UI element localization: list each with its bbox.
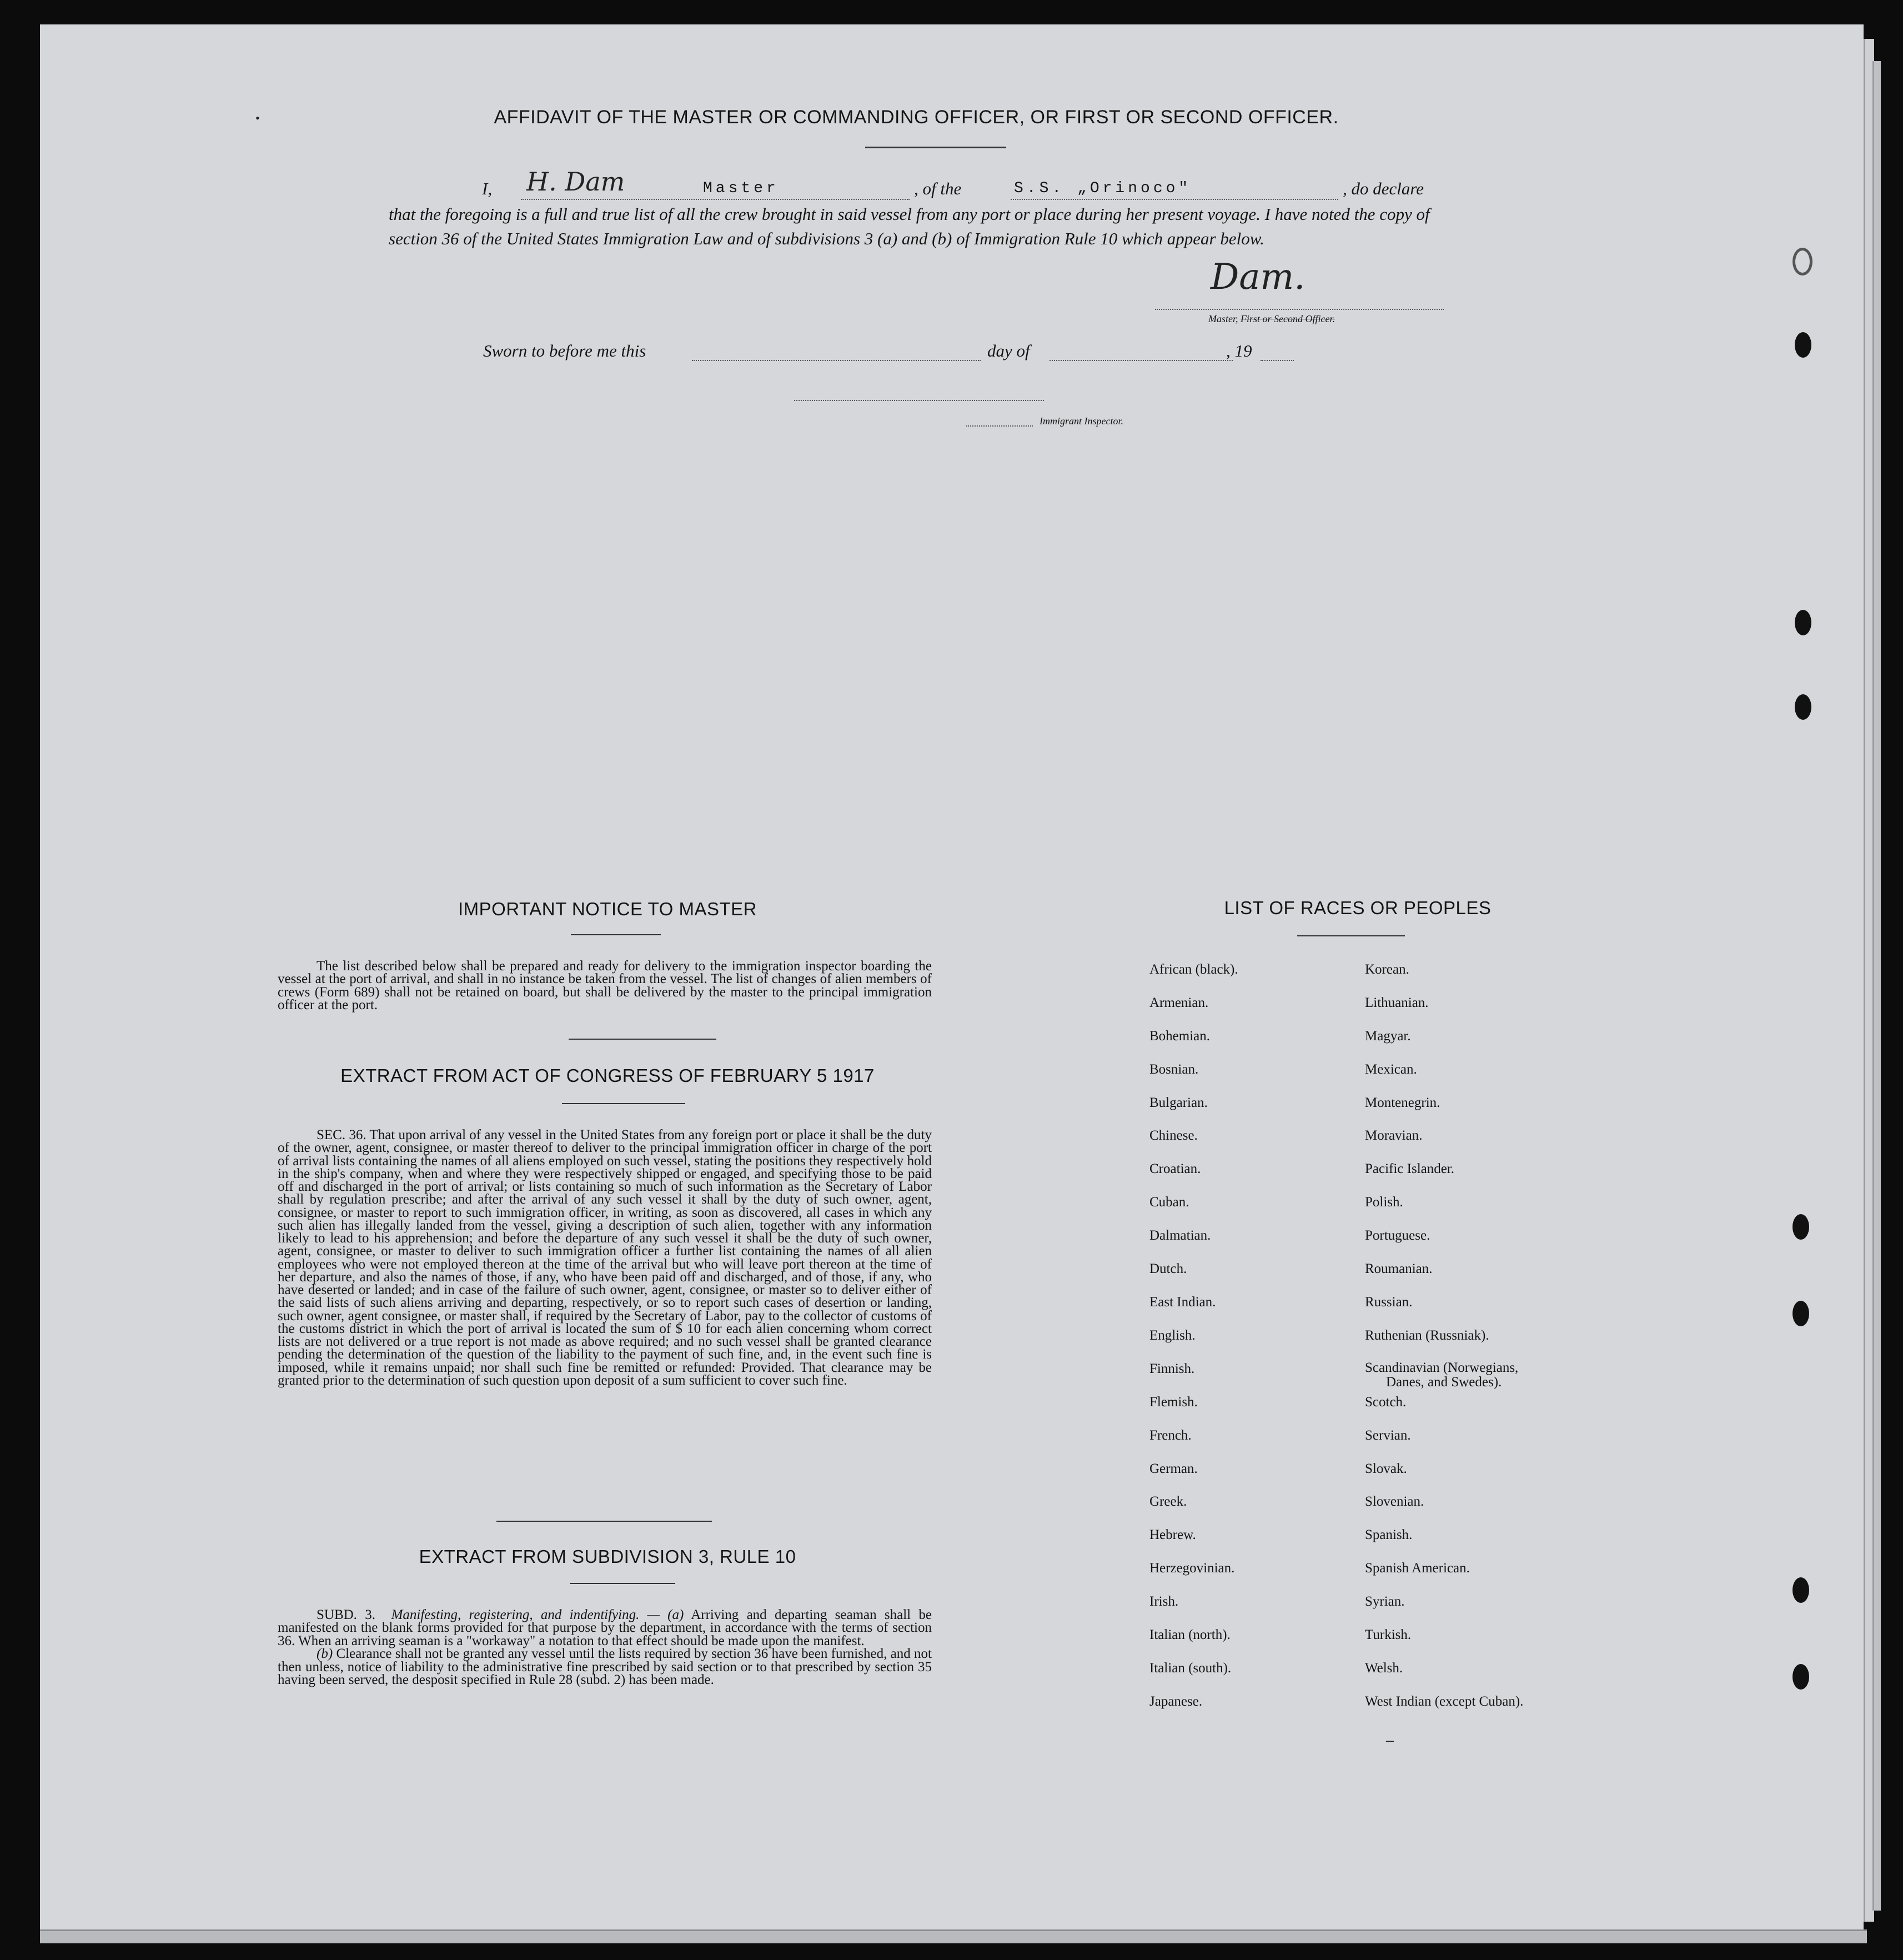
stray-mark-icon: – xyxy=(1386,1732,1394,1749)
race-item: Flemish. xyxy=(1149,1395,1198,1410)
race-item: African (black). xyxy=(1149,962,1238,977)
race-item: Montenegrin. xyxy=(1365,1095,1440,1110)
subdivision-b-paragraph xyxy=(278,1647,932,1686)
race-item: Pacific Islander. xyxy=(1365,1161,1455,1176)
race-item: Portuguese. xyxy=(1365,1228,1430,1243)
year-prefix-text: , 19 xyxy=(1226,341,1252,360)
year-fill-line xyxy=(1261,360,1294,361)
signature-caption-master: Master, xyxy=(1208,313,1238,324)
inspector-caption-lead xyxy=(966,425,1033,427)
section-36-paragraph: SEC. 36. That upon arrival of any vessel in the United States from any foreign port or place it shall be the duty of the owner, agent, consignee, or master thereof to deliver to the principal immigration officer in charge of the port of arrival lists containing the names of all aliens employed on such vessel, stating the positions they respectively hold in the ship's company, when and where they were respectively shipped or engaged, and specifying those to be paid off and discharged in the port of arrival; or lists containing so much of such information as the Secretary of Labor shall by regulation prescribe; and after the arrival of any such vessel it shall by the duty of such owner, agent, consignee, or master to report to such immigration officer, in writing, as soon as discovered, all cases in which any such alien has illegally landed from the vessel, giving a description of such alien, together with any information likely to lead to his apprehension; and before the departure of any such vessel it shall be the duty of such owner, agent, consignee, or master to deliver to such immigration officer a further list containing the names of all alien employees who were not employed thereon at the time of the arrival but who will leave port thereon at the time of her departure, and also the names of those, if any, who have been paid off and discharged, and of those, if any, who have deserted or landed; and in case of the failure of such owner, agent, consignee, or master so to deliver either of the said lists of such aliens arriving and departing, respectively, or so to report such cases of desertion or landing, such owner, agent consignee, or master shall, if required by the Secretary of Labor, pay to the collector of customs of the customs district in which the port of arrival is located the sum of $ 10 for each alien concerning whom correct lists are not delivered or a true report is not made as above required; and no such vessel shall be granted clearance pending the determination of the question of the liability to the payment of such fine, and, in the event such fine is imposed, while it remains unpaid; nor shall such fine be remitted or refunded: Provided. That clearance may be granted prior to the determination of such question upon deposit of a sum sufficient to cover such fine. xyxy=(278,1127,932,1388)
signature-caption xyxy=(1208,313,1335,325)
race-item: Dutch. xyxy=(1149,1261,1187,1276)
subdivision-a-paragraph xyxy=(278,1608,932,1647)
day-of-text: day of xyxy=(987,341,1030,360)
race-item: Turkish. xyxy=(1365,1627,1412,1642)
subd-lead: SUBD. 3. xyxy=(317,1607,375,1622)
sworn-month-fill-line xyxy=(1050,360,1233,361)
race-item: Russian. xyxy=(1365,1295,1413,1310)
race-item: German. xyxy=(1149,1461,1198,1476)
sworn-day-fill-line xyxy=(692,360,981,361)
race-item: Scotch. xyxy=(1365,1395,1407,1410)
inspector-fill-line xyxy=(794,400,1044,401)
subd-a-text: Arriving and departing seaman shall be manifested on the blank forms provided for that purpose by the department, in accordance with the terms of section 36. When an arriving seaman is a "workaway" a notation to that effect should be made upon the manifest. xyxy=(278,1607,932,1648)
page-edge-bottom xyxy=(40,1929,1867,1943)
race-item: East Indian. xyxy=(1149,1295,1216,1310)
notice-body xyxy=(278,960,932,1012)
stray-mark-icon: • xyxy=(255,111,260,125)
race-item: Bosnian. xyxy=(1149,1062,1199,1077)
race-item: Japanese. xyxy=(1149,1694,1203,1709)
rule-extract-title: EXTRACT FROM SUBDIVISION 3, RULE 10 xyxy=(419,1546,796,1567)
race-item: Irish. xyxy=(1149,1594,1179,1609)
name-fill-line xyxy=(521,199,910,200)
sworn-text: Sworn to before me this xyxy=(483,341,646,360)
race-item: West Indian (except Cuban). xyxy=(1365,1694,1524,1709)
race-item: Greek. xyxy=(1149,1494,1187,1509)
notice-title: IMPORTANT NOTICE TO MASTER xyxy=(458,899,757,919)
race-item: Syrian. xyxy=(1365,1594,1405,1609)
race-item: Korean. xyxy=(1365,962,1409,977)
title-rule xyxy=(865,147,1006,148)
subd-b-italic: (b) xyxy=(317,1646,333,1662)
race-item: Armenian. xyxy=(1149,995,1209,1010)
race-item: Ruthenian (Russniak). xyxy=(1365,1328,1489,1343)
races-title: LIST OF RACES OR PEOPLES xyxy=(1224,898,1492,918)
race-item-continuation: Danes, and Swedes). xyxy=(1386,1375,1502,1390)
affidavit-body: that the foregoing is a full and true list of all the crew brought in said vessel from any port or place during her present voyage. I have noted the copy of section 36 of the United States Immigration Law and of subdivisions 3 (a) and (b) of Immigration Rule 10 which appear below. xyxy=(389,204,1430,248)
section-divider xyxy=(496,1521,712,1522)
race-item: Italian (south). xyxy=(1149,1661,1232,1676)
master-signature-handwritten: Dam. xyxy=(1211,257,1306,298)
binder-hole-icon xyxy=(1792,1214,1809,1240)
binder-hole-icon xyxy=(1795,332,1811,358)
title-rule xyxy=(562,1103,685,1104)
race-item: Chinese. xyxy=(1149,1128,1198,1143)
vessel-fill-line xyxy=(1011,199,1338,200)
race-item: Bulgarian. xyxy=(1149,1095,1208,1110)
race-item: Italian (north). xyxy=(1149,1627,1231,1642)
title-rule xyxy=(571,934,661,935)
binder-hole-icon xyxy=(1792,1301,1809,1326)
race-item: Bohemian. xyxy=(1149,1029,1211,1044)
inspector-caption: Immigrant Inspector. xyxy=(1040,415,1123,427)
race-item: Slovak. xyxy=(1365,1461,1407,1476)
race-item: Polish. xyxy=(1365,1195,1403,1210)
of-the-text: , of the xyxy=(914,179,962,198)
declarant-name-handwritten: H. Dam xyxy=(526,167,625,197)
declarant-pronoun: I, xyxy=(482,179,493,198)
race-item: Finnish. xyxy=(1149,1361,1195,1376)
section-divider xyxy=(569,1039,716,1040)
notice-paragraph: The list described below shall be prepared and ready for delivery to the immigration inspector boarding the vessel at the port of arrival, and shall in no instance be taken from the vessel. The list of changes of alien members of crews (Form 689) shall not be retained on board, but shall be delivered by the master to the principal immigration officer at the port. xyxy=(278,959,932,1013)
race-item: Magyar. xyxy=(1365,1029,1411,1044)
race-item: Scandinavian (Norwegians, xyxy=(1365,1360,1519,1375)
race-item: Croatian. xyxy=(1149,1161,1201,1176)
race-item: Dalmatian. xyxy=(1149,1228,1211,1243)
race-item: Slovenian. xyxy=(1365,1494,1424,1509)
affidavit-title: AFFIDAVIT OF THE MASTER OR COMMANDING OFFICER, OR FIRST OR SECOND OFFICER. xyxy=(494,107,1339,128)
title-rule xyxy=(570,1583,675,1584)
binder-hole-icon xyxy=(1792,1664,1809,1690)
race-item: Roumanian. xyxy=(1365,1261,1433,1276)
title-rule xyxy=(1297,935,1405,936)
race-item: Mexican. xyxy=(1365,1062,1417,1077)
race-item: Herzegovinian. xyxy=(1149,1561,1235,1576)
act-extract-body xyxy=(278,1129,932,1387)
rank-typed: Master xyxy=(703,180,779,197)
act-extract-title: EXTRACT FROM ACT OF CONGRESS OF FEBRUARY 5 1917 xyxy=(340,1065,875,1086)
race-item: Servian. xyxy=(1365,1428,1411,1443)
binder-hole-icon xyxy=(1792,248,1812,275)
race-item: Spanish American. xyxy=(1365,1561,1470,1576)
race-item: English. xyxy=(1149,1328,1196,1343)
do-declare-text: , do declare xyxy=(1343,179,1424,198)
subd-a-italic: Manifesting, registering, and indentifying. — (a) xyxy=(391,1607,684,1622)
race-item: French. xyxy=(1149,1428,1192,1443)
race-item: Lithuanian. xyxy=(1365,995,1429,1010)
rule-extract-body xyxy=(278,1608,932,1686)
binder-hole-icon xyxy=(1792,1577,1809,1603)
race-item: Welsh. xyxy=(1365,1661,1403,1676)
race-item: Cuban. xyxy=(1149,1195,1189,1210)
race-item: Moravian. xyxy=(1365,1128,1423,1143)
race-item: Spanish. xyxy=(1365,1527,1413,1542)
vessel-name-typed: S.S. „Orinoco" xyxy=(1014,180,1192,197)
binder-hole-icon xyxy=(1795,694,1811,720)
race-item: Hebrew. xyxy=(1149,1527,1196,1542)
page-edge xyxy=(1872,61,1881,1911)
subd-b-text: Clearance shall not be granted any vessel until the lists required by section 36 have been furnished, and not then unless, notice of liability to the administrative fine prescribed by said section or to that prescribed by section 35 having been served, the desposit specified in Rule 28 (subd. 2) has been made. xyxy=(278,1646,932,1688)
signature-fill-line xyxy=(1155,309,1444,310)
signature-caption-struck: First or Second Officer. xyxy=(1241,313,1335,324)
binder-hole-icon xyxy=(1795,610,1811,635)
